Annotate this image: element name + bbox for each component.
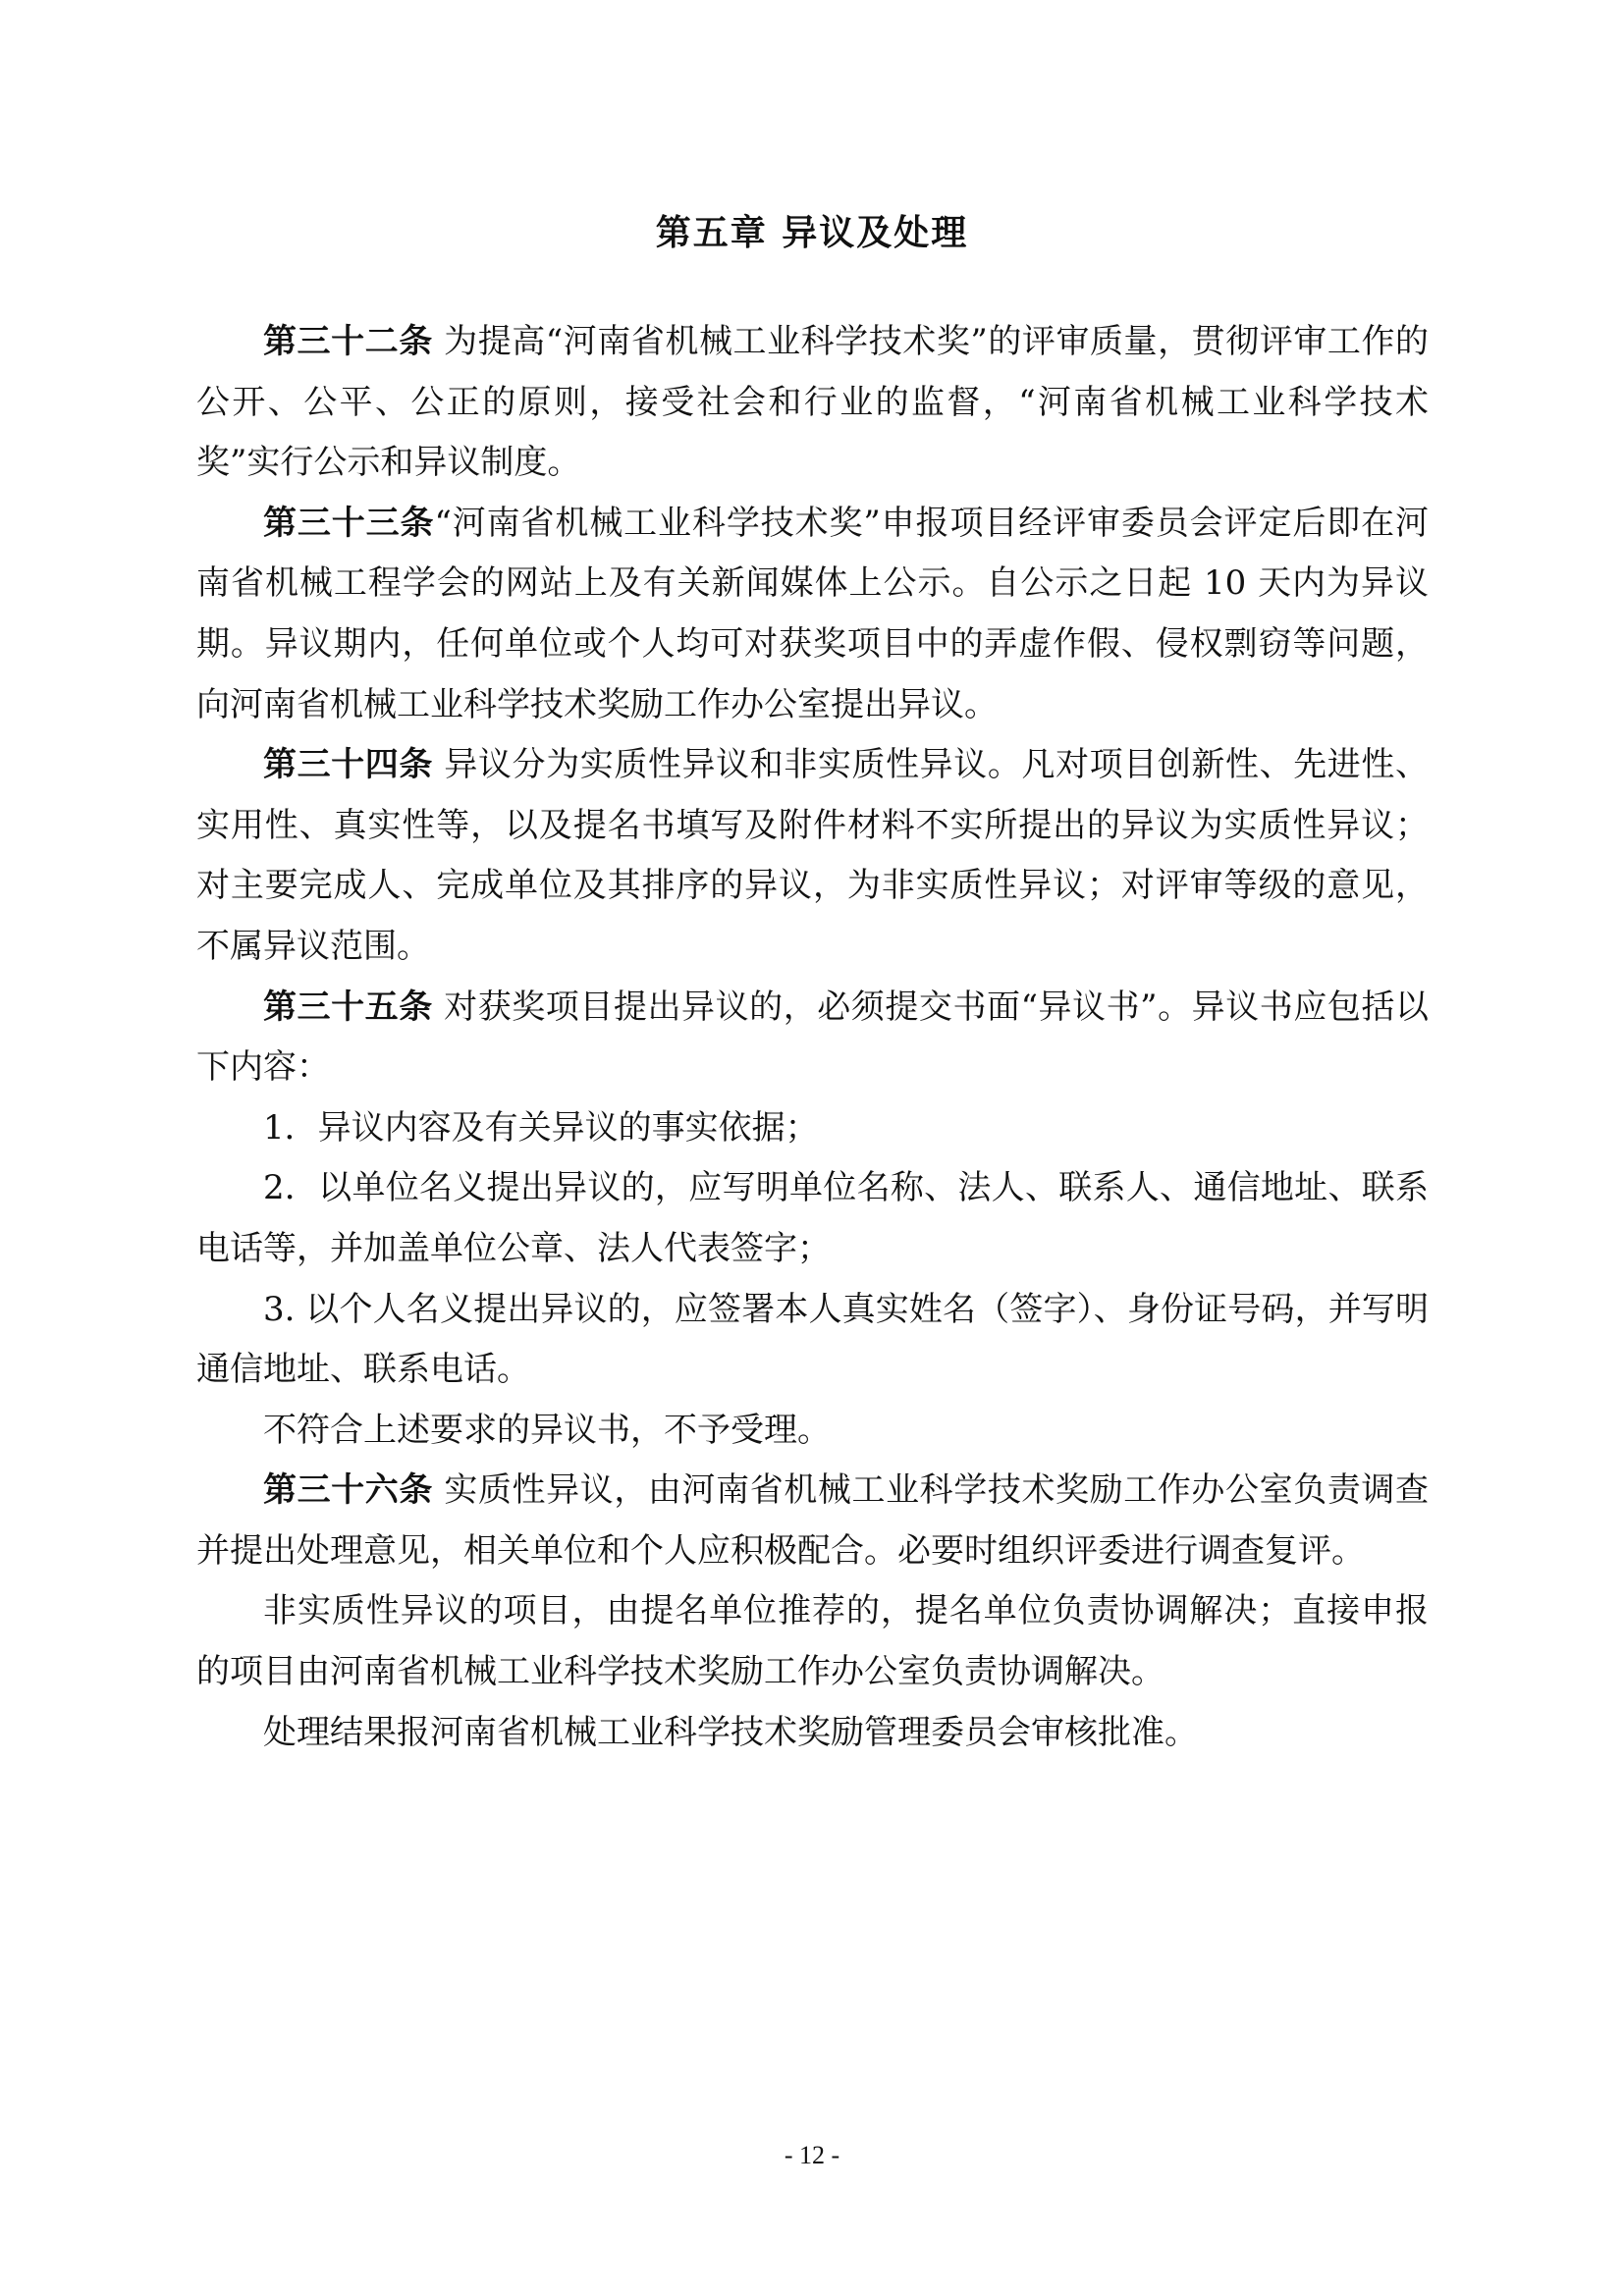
paragraph-text: 异议分为实质性异议和非实质性异议。凡对项目创新性、先进性、实用性、真实性等，以及提名书填写及附件材料不实所提出的异议为实质性异议；对主要完成人、完成单位及其排序的异议，为非实质性异议；对评审等级的意见，不属异议范围。 xyxy=(196,745,1429,966)
paragraph-article-34 xyxy=(196,735,1429,977)
paragraph-text: 1．异议内容及有关异议的事实依据； xyxy=(263,1107,819,1148)
paragraph-non-substantive xyxy=(196,1581,1429,1702)
list-item-3 xyxy=(196,1280,1429,1401)
paragraph-article-36 xyxy=(196,1461,1429,1581)
paragraph-note xyxy=(196,1401,1429,1462)
list-item-1 xyxy=(196,1098,1429,1159)
article-number: 第三十三条 xyxy=(263,503,435,543)
page-number: - 12 - xyxy=(784,2141,840,2169)
article-number: 第三十六条 xyxy=(263,1470,433,1511)
article-number: 第三十四条 xyxy=(263,745,433,785)
document-body xyxy=(196,312,1429,1763)
article-number: 第三十二条 xyxy=(263,322,433,361)
paragraph-text: 处理结果报河南省机械工业科学技术奖励管理委员会审核批准。 xyxy=(263,1712,1198,1752)
paragraph-text: 不符合上述要求的异议书，不予受理。 xyxy=(263,1410,831,1450)
paragraph-text: 为提高“河南省机械工业科学技术奖”的评审质量，贯彻评审工作的公开、公平、公正的原则，接受社会和行业的监督，“河南省机械工业科学技术奖”实行公示和异议制度。 xyxy=(196,322,1429,483)
paragraph-text: 对获奖项目提出异议的，必须提交书面“异议书”。异议书应包括以下内容： xyxy=(196,987,1429,1088)
paragraph-text: 实质性异议，由河南省机械工业科学技术奖励工作办公室负责调查并提出处理意见，相关单位和个人应积极配合。必要时组织评委进行调查复评。 xyxy=(196,1470,1429,1571)
paragraph-text: “河南省机械工业科学技术奖”申报项目经评审委员会评定后即在河南省机械工程学会的网站上及有关新闻媒体上公示。自公示之日起 10 天内为异议期。异议期内，任何单位或个人均可对获奖项目中的弄虚作假、侵权剽窃等问题，向河南省机械工业科学技术奖励工作办公室提出异议。 xyxy=(196,503,1430,724)
article-number: 第三十五条 xyxy=(263,987,433,1027)
paragraph-article-35 xyxy=(196,978,1429,1098)
chapter-title: 第五章 异议及处理 xyxy=(655,213,969,253)
paragraph-text: 2．以单位名义提出异议的，应写明单位名称、法人、联系人、通信地址、联系电话等，并加盖单位公章、法人代表签字； xyxy=(196,1168,1429,1268)
paragraph-result xyxy=(196,1703,1429,1764)
paragraph-article-32 xyxy=(196,312,1429,494)
list-item-2 xyxy=(196,1158,1429,1279)
paragraph-text: 3. 以个人名义提出异议的，应签署本人真实姓名（签字）、身份证号码，并写明通信地址、联系电话。 xyxy=(196,1289,1429,1390)
paragraph-text: 非实质性异议的项目，由提名单位推荐的，提名单位负责协调解决；直接申报的项目由河南省机械工业科学技术奖励工作办公室负责协调解决。 xyxy=(196,1591,1429,1692)
paragraph-article-33 xyxy=(196,494,1429,735)
